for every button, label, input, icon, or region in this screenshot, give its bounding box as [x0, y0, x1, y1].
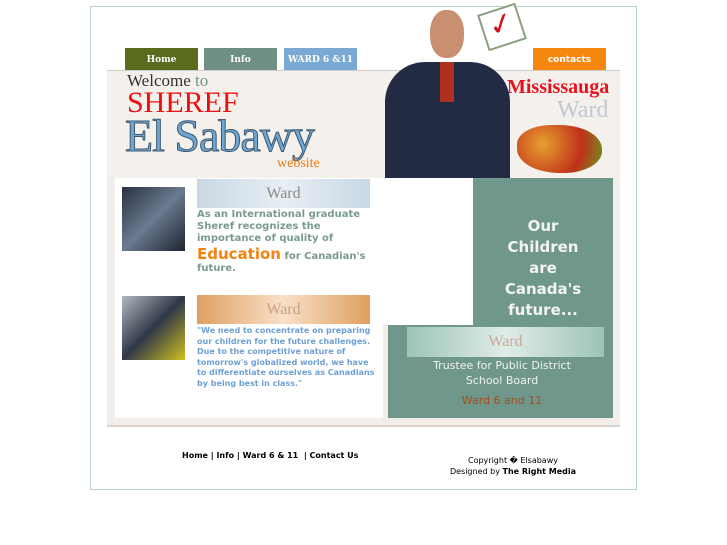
designed-by-label: Designed by — [449, 467, 500, 476]
nav-contacts[interactable]: contacts — [533, 48, 606, 71]
footer-contact[interactable]: Contact Us — [309, 451, 359, 460]
designer-link[interactable]: The Right Media — [502, 467, 577, 476]
slogan-line: future... — [508, 301, 578, 319]
trustee-text: Trustee for Public District School Board — [433, 359, 571, 387]
first-name: SHEREF — [127, 86, 239, 119]
nav-ward[interactable]: WARD 6 &11 — [284, 48, 357, 71]
checkmark-icon: ✓ — [477, 3, 527, 52]
slogan-line: Canada's — [504, 280, 582, 298]
education-text — [197, 209, 377, 275]
footer-credits — [413, 455, 613, 477]
website-text: website — [277, 156, 320, 171]
nav-info[interactable]: Info — [204, 48, 277, 71]
maple-leaves-icon — [517, 125, 602, 173]
footer-ward[interactable]: Ward 6 & 11 — [242, 451, 299, 460]
ward-watermark: Ward — [557, 97, 609, 123]
header-banner — [107, 70, 620, 179]
last-name: El Sabawy — [125, 110, 315, 161]
students-photo — [122, 187, 185, 251]
ward-text: Ward 6 and 11 — [461, 394, 543, 407]
education-highlight: Education — [197, 245, 281, 263]
content-area — [107, 178, 620, 427]
to-text: to — [195, 71, 209, 90]
copyright: Copyright � Elsabawy — [468, 456, 558, 465]
city-text: Mississauga — [507, 76, 610, 98]
ward-strip-orange: Ward — [197, 295, 370, 324]
welcome-text: Welcome — [127, 71, 191, 90]
mentoring-photo — [122, 296, 185, 360]
slogan-line: Our — [527, 217, 559, 235]
nav-home[interactable]: Home — [125, 48, 198, 71]
quote-text: "We need to concentrate on preparing our children for the future challenges. Due to the competitive nature of tomorrow's globalized world, we have to differentiate ourselves as Canadians by being best in class." — [197, 326, 375, 388]
slogan-line: Children — [507, 238, 579, 256]
footer-links: Home | Info | Ward 6 & 11 | Contact Us — [182, 451, 359, 460]
footer-info[interactable]: Info — [216, 451, 235, 460]
ward-strip: Ward — [197, 179, 370, 208]
ward-strip-green: Ward — [407, 327, 604, 357]
slogan-line: are — [529, 259, 557, 277]
footer-home[interactable]: Home — [182, 451, 208, 460]
slogan — [473, 216, 613, 321]
education-outro: for Canadian's future. — [197, 251, 366, 274]
education-intro: As an International graduate Sheref recognizes the importance of quality of — [197, 209, 361, 244]
